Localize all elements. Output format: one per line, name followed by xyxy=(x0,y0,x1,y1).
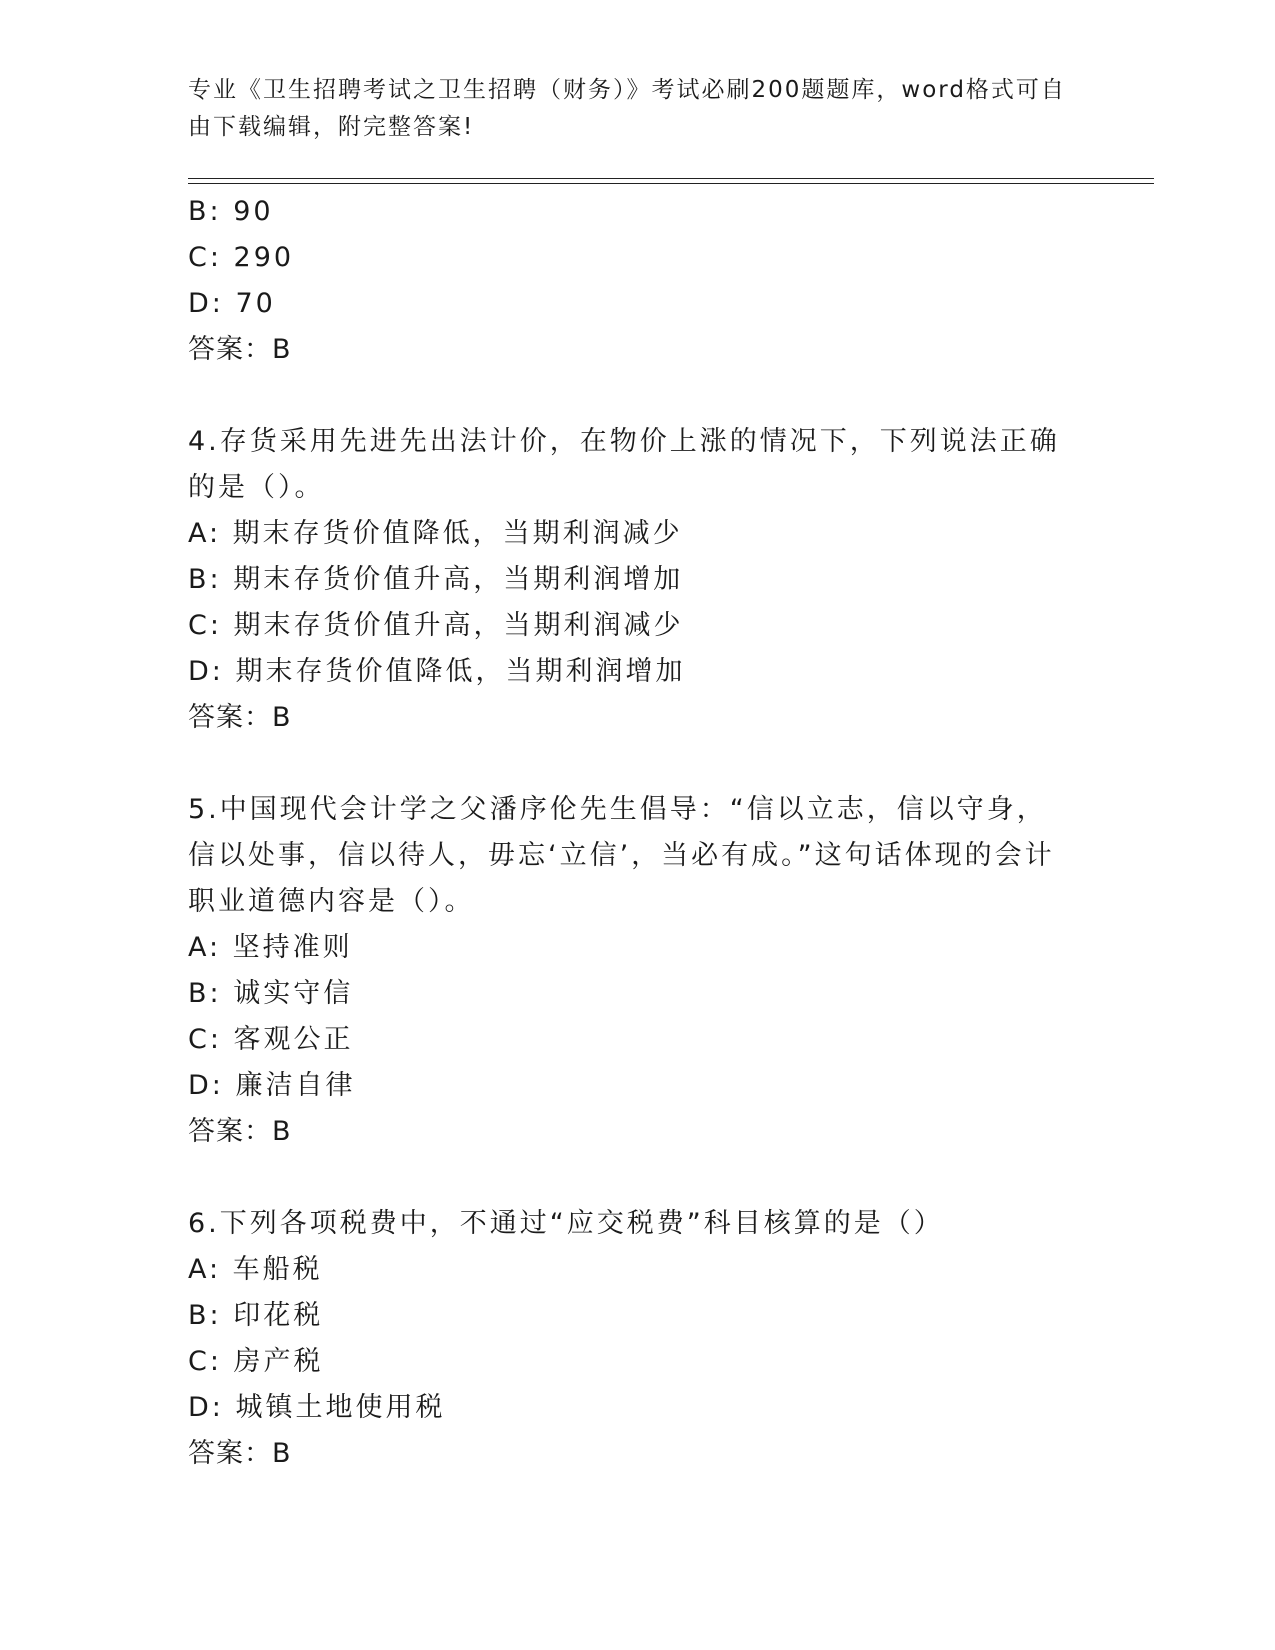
option-d: D: 期末存货价值降低，当期利润增加 xyxy=(188,656,686,687)
option-b: B: 90 xyxy=(188,196,274,227)
spacer xyxy=(188,1155,1068,1201)
question-text: 6.下列各项税费中，不通过“应交税费”科目核算的是（） xyxy=(188,1208,944,1239)
option-a: A: 坚持准则 xyxy=(188,932,353,963)
option-b: B: 期末存货价值升高，当期利润增加 xyxy=(188,564,684,595)
question-list xyxy=(188,189,1068,1477)
option-a: A: 期末存货价值降低，当期利润减少 xyxy=(188,518,683,549)
spacer xyxy=(188,741,1068,787)
option-d: D: 70 xyxy=(188,288,276,319)
question-block xyxy=(188,787,1068,1155)
document-header: 专业《卫生招聘考试之卫生招聘（财务）》考试必刷200题题库，word格式可自由下载编辑，附完整答案! xyxy=(188,77,1066,140)
answer-line: 答案：B xyxy=(188,334,292,365)
question-block xyxy=(188,419,1068,741)
option-c: C: 期末存货价值升高，当期利润减少 xyxy=(188,610,684,641)
header-divider xyxy=(188,178,1154,179)
option-c: C: 客观公正 xyxy=(188,1024,354,1055)
option-d: D: 城镇土地使用税 xyxy=(188,1392,446,1423)
option-c: C: 房产税 xyxy=(188,1346,324,1377)
question-text: 4.存货采用先进先出法计价，在物价上涨的情况下，下列说法正确的是（）。 xyxy=(188,426,1060,503)
option-b: B: 诚实守信 xyxy=(188,978,354,1009)
question-block xyxy=(188,189,1068,373)
answer-line: 答案：B xyxy=(188,1116,292,1147)
spacer xyxy=(188,373,1068,419)
option-a: A: 车船税 xyxy=(188,1254,323,1285)
option-b: B: 印花税 xyxy=(188,1300,324,1331)
option-d: D: 廉洁自律 xyxy=(188,1070,356,1101)
option-c: C: 290 xyxy=(188,242,295,273)
question-text: 5.中国现代会计学之父潘序伦先生倡导：“信以立志，信以守身，信以处事，信以待人，毋忘‘立信’，当必有成。”这句话体现的会计职业道德内容是（）。 xyxy=(188,794,1055,917)
answer-line: 答案：B xyxy=(188,702,292,733)
question-block xyxy=(188,1201,1068,1477)
answer-line: 答案：B xyxy=(188,1438,292,1469)
header-divider xyxy=(188,183,1154,184)
